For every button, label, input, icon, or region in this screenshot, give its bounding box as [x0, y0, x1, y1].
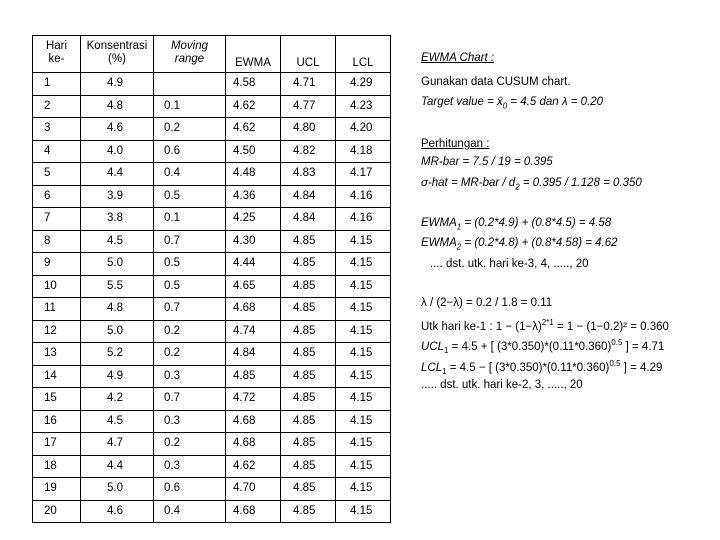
- ewma-data-table: [32, 35, 391, 523]
- cell-lcl: 4.16: [336, 185, 391, 208]
- limit-dst-line: ..... dst. utk. hari ke-2, 3, ....., 20: [421, 379, 583, 391]
- cell-ewma: 4.70: [226, 478, 281, 501]
- cell-moving-range: 0.2: [154, 433, 226, 456]
- table-row: [33, 320, 391, 343]
- cell-moving-range: 0.6: [154, 140, 226, 163]
- cell-hari: 5: [33, 163, 81, 186]
- cell-moving-range: 0.5: [154, 185, 226, 208]
- utk-sup: 2*1: [541, 318, 554, 327]
- cell-konsentrasi: 4.5: [81, 410, 154, 433]
- cell-konsentrasi: 4.2: [81, 388, 154, 411]
- cell-moving-range: 0.3: [154, 365, 226, 388]
- cell-ewma: 4.62: [226, 455, 281, 478]
- sigma-hat-a: σ-hat = MR-bar / d: [421, 177, 516, 189]
- ucl1-c: ] = 4.71: [622, 340, 665, 353]
- table-row: [33, 163, 391, 186]
- table-row: [33, 208, 391, 231]
- ewma2-line: [421, 237, 618, 251]
- cell-konsentrasi: 5.2: [81, 343, 154, 366]
- cell-konsentrasi: 3.9: [81, 185, 154, 208]
- cell-moving-range: 0.2: [154, 118, 226, 141]
- ewma1-line: [421, 217, 611, 231]
- cell-konsentrasi: 4.6: [81, 118, 154, 141]
- cell-hari: 15: [33, 388, 81, 411]
- cell-konsentrasi: 3.8: [81, 208, 154, 231]
- cell-lcl: 4.23: [336, 95, 391, 118]
- cell-ewma: 4.74: [226, 320, 281, 343]
- cell-hari: 1: [33, 73, 81, 96]
- header-hari: [33, 36, 81, 73]
- table-row: [33, 95, 391, 118]
- cell-konsentrasi: 4.6: [81, 500, 154, 523]
- target-value: [421, 96, 603, 110]
- cell-hari: 3: [33, 118, 81, 141]
- ucl1-line: [421, 338, 664, 355]
- cell-lcl: 4.15: [336, 275, 391, 298]
- cell-ewma: 4.62: [226, 95, 281, 118]
- cell-konsentrasi: 4.9: [81, 365, 154, 388]
- cell-lcl: 4.15: [336, 478, 391, 501]
- ucl1-a: UCL: [421, 340, 445, 353]
- cell-ucl: 4.83: [281, 163, 336, 186]
- cell-hari: 14: [33, 365, 81, 388]
- cell-moving-range: 0.1: [154, 95, 226, 118]
- table-row: [33, 118, 391, 141]
- cell-moving-range: 0.7: [154, 388, 226, 411]
- ucl1-sub: 1: [444, 346, 449, 356]
- cell-konsentrasi: 5.0: [81, 478, 154, 501]
- cell-ewma: 4.50: [226, 140, 281, 163]
- cell-ucl: 4.82: [281, 140, 336, 163]
- header-konsentrasi-line1: Konsentrasi: [86, 40, 148, 52]
- cell-hari: 10: [33, 275, 81, 298]
- ewma-dst-line: .... dst. utk. hari ke-3, 4, ....., 20: [430, 258, 589, 270]
- ewma1-a: EWMA: [421, 217, 457, 229]
- header-moving-range: [154, 36, 226, 73]
- lcl1-line: [421, 359, 662, 376]
- cell-konsentrasi: 4.4: [81, 455, 154, 478]
- utk-a: Utk hari ke-1 : 1 − (1−λ): [421, 320, 542, 333]
- utk-hari-line: [421, 318, 669, 333]
- cell-konsentrasi: 4.9: [81, 73, 154, 96]
- lcl1-a: LCL: [421, 361, 443, 374]
- cell-hari: 2: [33, 95, 81, 118]
- sigma-hat-sub: 2: [515, 182, 520, 192]
- cell-lcl: 4.15: [336, 388, 391, 411]
- cell-moving-range: 0.4: [154, 500, 226, 523]
- header-hari-line1: Hari: [45, 40, 68, 52]
- cell-lcl: 4.15: [336, 433, 391, 456]
- cell-lcl: 4.20: [336, 118, 391, 141]
- cell-ucl: 4.71: [281, 73, 336, 96]
- cell-konsentrasi: 4.7: [81, 433, 154, 456]
- perhitungan-heading: Perhitungan :: [421, 138, 490, 150]
- cell-lcl: 4.15: [336, 230, 391, 253]
- cell-ucl: 4.85: [281, 320, 336, 343]
- cell-hari: 4: [33, 140, 81, 163]
- cell-lcl: 4.15: [336, 298, 391, 321]
- cell-ewma: 4.58: [226, 73, 281, 96]
- table-row: [33, 185, 391, 208]
- cell-moving-range: [154, 73, 226, 96]
- cell-ucl: 4.85: [281, 275, 336, 298]
- lambda-ratio-line: λ / (2−λ) = 0.2 / 1.8 = 0.11: [421, 297, 553, 309]
- cell-moving-range: 0.2: [154, 343, 226, 366]
- table-row: [33, 500, 391, 523]
- lcl1-sup: 0.5: [609, 359, 621, 368]
- table-row: [33, 275, 391, 298]
- cell-konsentrasi: 4.0: [81, 140, 154, 163]
- cell-lcl: 4.15: [336, 410, 391, 433]
- cell-ucl: 4.85: [281, 230, 336, 253]
- cell-ucl: 4.85: [281, 433, 336, 456]
- table-row: [33, 365, 391, 388]
- cell-ewma: 4.85: [226, 365, 281, 388]
- ewma1-b: = (0.2*4.9) + (0.8*4.5) = 4.58: [461, 217, 612, 229]
- header-lcl: LCL: [336, 36, 391, 73]
- table-header-row: [33, 36, 391, 73]
- cell-hari: 20: [33, 500, 81, 523]
- cell-moving-range: 0.5: [154, 253, 226, 276]
- lcl1-sub: 1: [442, 367, 447, 377]
- table-row: [33, 230, 391, 253]
- cell-ucl: 4.85: [281, 478, 336, 501]
- target-subscript: 0: [502, 101, 508, 111]
- intro-text: Gunakan data CUSUM chart.: [421, 76, 571, 88]
- cell-ewma: 4.62: [226, 118, 281, 141]
- cell-konsentrasi: 4.5: [81, 230, 154, 253]
- ewma-chart-title: EWMA Chart :: [421, 52, 495, 64]
- ucl1-sup: 0.5: [611, 338, 623, 347]
- cell-ewma: 4.25: [226, 208, 281, 231]
- cell-moving-range: 0.2: [154, 320, 226, 343]
- cell-lcl: 4.15: [336, 253, 391, 276]
- cell-ucl: 4.84: [281, 185, 336, 208]
- ewma2-sub: 2: [456, 242, 462, 252]
- ucl1-b: = 4.5 + [ (3*0.350)*(0.11*0.360): [448, 340, 612, 353]
- cell-lcl: 4.18: [336, 140, 391, 163]
- cell-lcl: 4.15: [336, 500, 391, 523]
- cell-lcl: 4.15: [336, 343, 391, 366]
- cell-lcl: 4.29: [336, 73, 391, 96]
- table-row: [33, 298, 391, 321]
- cell-lcl: 4.15: [336, 455, 391, 478]
- cell-hari: 19: [33, 478, 81, 501]
- table-row: [33, 455, 391, 478]
- cell-ewma: 4.48: [226, 163, 281, 186]
- cell-konsentrasi: 4.4: [81, 163, 154, 186]
- cell-hari: 16: [33, 410, 81, 433]
- cell-moving-range: 0.6: [154, 478, 226, 501]
- cell-hari: 13: [33, 343, 81, 366]
- ewma1-sub: 1: [456, 222, 462, 232]
- cell-ucl: 4.85: [281, 298, 336, 321]
- cell-ucl: 4.77: [281, 95, 336, 118]
- cell-konsentrasi: 5.5: [81, 275, 154, 298]
- header-konsentrasi-line2: (%): [108, 53, 126, 65]
- table-row: [33, 73, 391, 96]
- table-row: [33, 140, 391, 163]
- target-label: Target value =: [421, 96, 497, 108]
- cell-moving-range: 0.4: [154, 163, 226, 186]
- cell-ewma: 4.65: [226, 275, 281, 298]
- cell-moving-range: 0.5: [154, 275, 226, 298]
- cell-hari: 6: [33, 185, 81, 208]
- header-moving-line1: Moving: [170, 40, 209, 52]
- cell-ewma: 4.44: [226, 253, 281, 276]
- cell-lcl: 4.15: [336, 320, 391, 343]
- cell-konsentrasi: 4.8: [81, 95, 154, 118]
- cell-ewma: 4.36: [226, 185, 281, 208]
- cell-moving-range: 0.7: [154, 298, 226, 321]
- sigma-hat-line: [421, 177, 642, 191]
- target-symbol: x̄: [496, 96, 503, 108]
- cell-ucl: 4.85: [281, 365, 336, 388]
- cell-moving-range: 0.7: [154, 230, 226, 253]
- table-body: [33, 73, 391, 523]
- cell-konsentrasi: 5.0: [81, 320, 154, 343]
- cell-ewma: 4.72: [226, 388, 281, 411]
- header-ucl: UCL: [281, 36, 336, 73]
- ewma2-a: EWMA: [421, 237, 457, 249]
- cell-moving-range: 0.3: [154, 410, 226, 433]
- cell-lcl: 4.15: [336, 365, 391, 388]
- cell-ucl: 4.85: [281, 253, 336, 276]
- header-konsentrasi: [81, 36, 154, 73]
- cell-ewma: 4.68: [226, 298, 281, 321]
- cell-ucl: 4.85: [281, 388, 336, 411]
- cell-hari: 17: [33, 433, 81, 456]
- cell-hari: 12: [33, 320, 81, 343]
- table-row: [33, 343, 391, 366]
- cell-ewma: 4.68: [226, 500, 281, 523]
- lcl1-c: ] = 4.29: [620, 361, 663, 374]
- table-row: [33, 478, 391, 501]
- cell-ewma: 4.30: [226, 230, 281, 253]
- cell-ucl: 4.85: [281, 455, 336, 478]
- sigma-hat-b: = 0.395 / 1.128 = 0.350: [519, 177, 642, 189]
- cell-ewma: 4.68: [226, 433, 281, 456]
- cell-hari: 18: [33, 455, 81, 478]
- table-row: [33, 433, 391, 456]
- cell-lcl: 4.17: [336, 163, 391, 186]
- cell-ucl: 4.84: [281, 208, 336, 231]
- cell-konsentrasi: 5.0: [81, 253, 154, 276]
- table-row: [33, 253, 391, 276]
- cell-konsentrasi: 4.8: [81, 298, 154, 321]
- cell-moving-range: 0.1: [154, 208, 226, 231]
- header-moving-line2: range: [174, 53, 205, 65]
- cell-hari: 7: [33, 208, 81, 231]
- cell-ewma: 4.68: [226, 410, 281, 433]
- cell-moving-range: 0.3: [154, 455, 226, 478]
- cell-ucl: 4.85: [281, 410, 336, 433]
- header-ewma: EWMA: [226, 36, 281, 73]
- cell-lcl: 4.16: [336, 208, 391, 231]
- table-row: [33, 410, 391, 433]
- utk-b: = 1 − (1−0.2)² = 0.360: [553, 320, 669, 333]
- cell-hari: 11: [33, 298, 81, 321]
- cell-ucl: 4.80: [281, 118, 336, 141]
- target-rest: = 4.5 dan λ = 0.20: [507, 96, 604, 108]
- ewma2-b: = (0.2*4.8) + (0.8*4.58) = 4.62: [461, 237, 618, 249]
- cell-hari: 9: [33, 253, 81, 276]
- cell-ucl: 4.85: [281, 343, 336, 366]
- cell-hari: 8: [33, 230, 81, 253]
- lcl1-b: = 4.5 − [ (3*0.350)*(0.11*0.360): [446, 361, 610, 374]
- cell-ewma: 4.84: [226, 343, 281, 366]
- cell-ucl: 4.85: [281, 500, 336, 523]
- mr-bar-line: MR-bar = 7.5 / 19 = 0.395: [421, 156, 553, 168]
- table-row: [33, 388, 391, 411]
- header-hari-line2: ke-: [48, 53, 65, 65]
